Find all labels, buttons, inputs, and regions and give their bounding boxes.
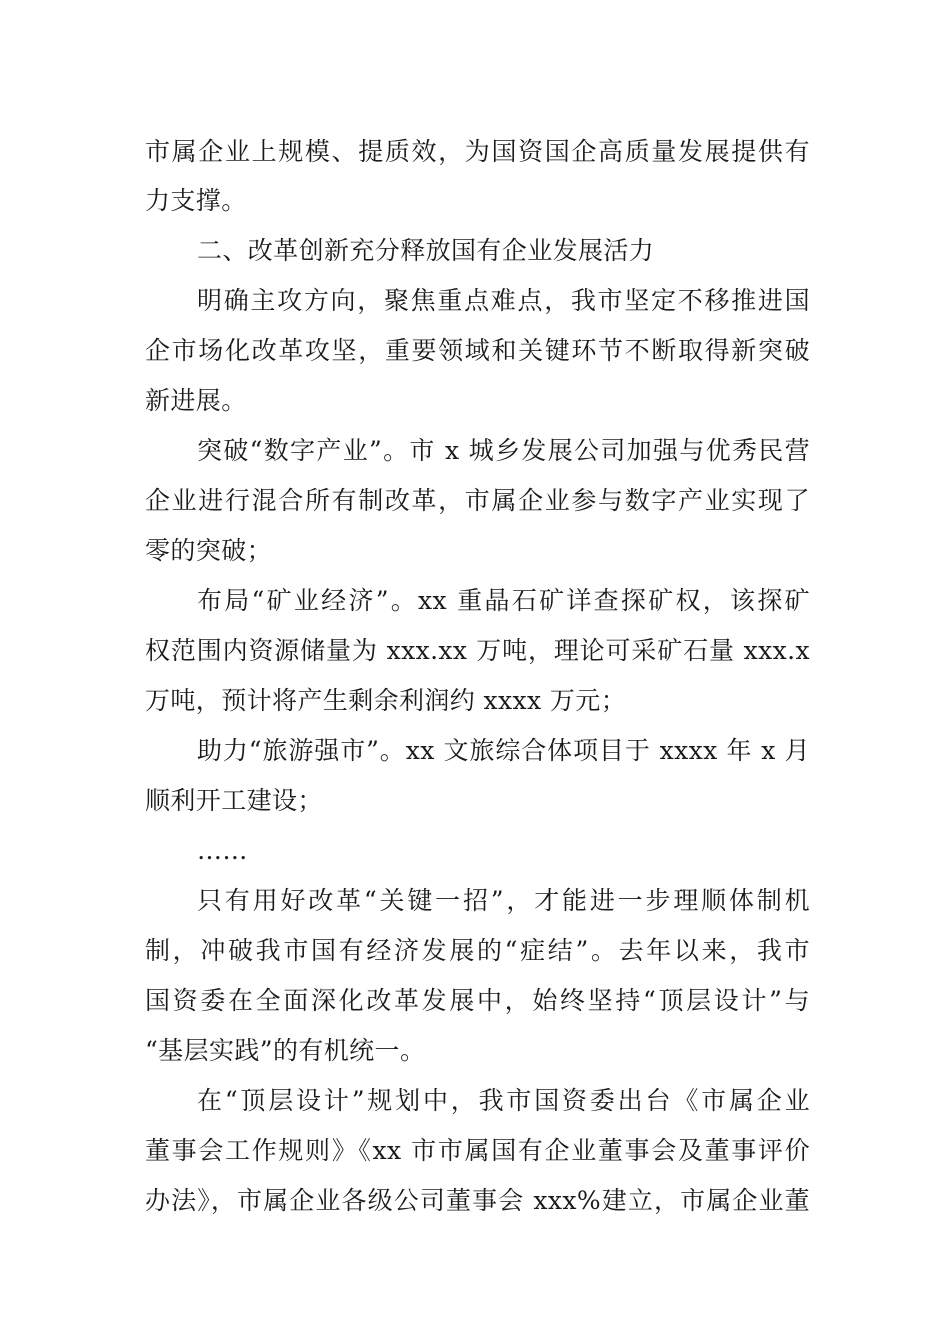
text-line: 万吨，预计将产生剩余利润约 xxxx 万元； [145, 686, 627, 715]
text-line: 顺利开工建设； [145, 786, 323, 815]
text-line: 企市场化改革攻坚，重要领域和关键环节不断取得新突破 [145, 336, 810, 365]
text-line: 零的突破； [145, 536, 273, 565]
text-line: 董事会工作规则》《xx 市市属国有企业董事会及董事评价 [145, 1136, 810, 1165]
section-heading: 二、改革创新充分释放国有企业发展活力 [197, 236, 655, 265]
text-line: 市属企业上规模、提质效，为国资国企高质量发展提供有 [145, 137, 810, 166]
text-line: 只有用好改革“关键一招”，才能进一步理顺体制机 [197, 886, 810, 915]
text-line: 突破“数字产业”。市 x 城乡发展公司加强与优秀民营 [197, 436, 810, 465]
text-line: 在“顶层设计”规划中，我市国资委出台《市属企业 [197, 1086, 810, 1115]
text-line: 权范围内资源储量为 xxx.xx 万吨，理论可采矿石量 xxx.x [145, 636, 810, 665]
text-line: 国资委在全面深化改革发展中，始终坚持“顶层设计”与 [145, 986, 810, 1015]
text-line: 助力“旅游强市”。xx 文旅综合体项目于 xxxx 年 x 月 [197, 736, 810, 765]
text-line: “基层实践”的有机统一。 [145, 1036, 426, 1065]
text-line: 新进展。 [145, 386, 247, 415]
text-line: 明确主攻方向，聚焦重点难点，我市坚定不移推进国 [197, 286, 810, 315]
text-line: 布局“矿业经济”。xx 重晶石矿详查探矿权，该探矿 [197, 586, 810, 615]
text-line: 办法》，市属企业各级公司董事会 xxx%建立，市属企业董 [145, 1186, 810, 1215]
text-line: 制，冲破我市国有经济发展的“症结”。去年以来，我市 [145, 936, 810, 965]
text-line: 力支撑。 [145, 186, 247, 215]
ellipsis-line: …… [197, 836, 248, 865]
text-line: 企业进行混合所有制改革，市属企业参与数字产业实现了 [145, 486, 810, 515]
